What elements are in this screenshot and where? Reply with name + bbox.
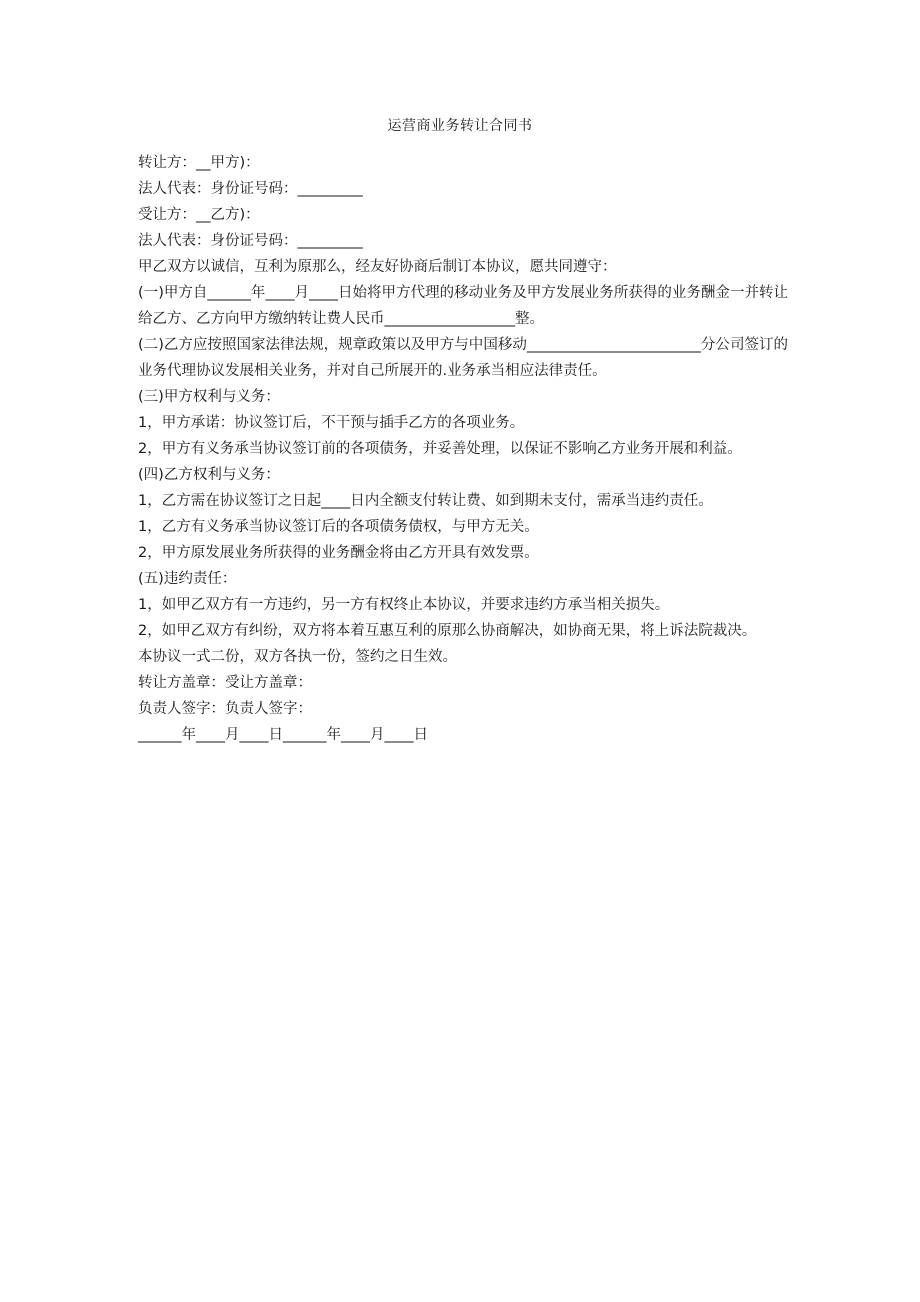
clause-2-paragraph: (二)乙方应按照国家法律法规，规章政策以及甲方与中国移动________________________分公司签订的业务代理协议发展相关业务，并对自己所展开的.业务承当相应法律责任。 (138, 337, 788, 379)
clause-5-item-1: 1，如甲乙双方有一方违约，另一方有权终止本协议，并要求违约方承当相关损失。 (138, 597, 670, 613)
preamble-paragraph: 甲乙双方以诚信，互利为原那么，经友好协商后制订本协议，愿共同遵守： (138, 259, 617, 275)
clause-4-heading: (四)乙方权利与义务： (138, 467, 280, 483)
seal-line: 转让方盖章：受让方盖章： (138, 675, 312, 691)
clause-3-item-2: 2，甲方有义务承当协议签订前的各项债务，并妥善处理，以保证不影响乙方业务开展和利益。 (138, 441, 742, 457)
date-line: ______年____月____日______年____月____日 (138, 727, 428, 743)
clause-5-item-2: 2，如甲乙双方有纠纷，双方将本着互惠互利的原那么协商解决，如协商无果，将上诉法院裁决。 (138, 623, 757, 639)
clause-3-heading: (三)甲方权利与义务： (138, 389, 280, 405)
transferor-legal-rep-line: 法人代表：身份证号码：_________ (138, 181, 363, 197)
clause-5-heading: (五)违约责任： (138, 571, 237, 587)
signature-line: 负责人签字：负责人签字： (138, 701, 312, 717)
clause-3-item-1: 1，甲方承诺：协议签订后，不干预与插手乙方的各项业务。 (138, 415, 525, 431)
transferee-line: 受让方：__乙方)： (138, 207, 260, 223)
document-body (138, 150, 788, 748)
transferor-line: 转让方：__甲方)： (138, 155, 260, 171)
clause-4-item-1: 1，乙方需在协议签订之日起____日内全额支付转让费、如到期未支付，需承当违约责任。 (138, 493, 713, 509)
transferee-legal-rep-line: 法人代表：身份证号码：_________ (138, 233, 363, 249)
clause-4-item-1b: 1，乙方有义务承当协议签订后的各项债务债权，与甲方无关。 (138, 519, 539, 535)
clause-4-item-2: 2，甲方原发展业务所获得的业务酬金将由乙方开具有效发票。 (138, 545, 539, 561)
document-title: 运营商业务转让合同书 (387, 118, 533, 134)
clause-1-paragraph: (一)甲方自______年____月____日始将甲方代理的移动业务及甲方发展业务所获得的业务酬金一并转让给乙方、乙方向甲方缴纳转让费人民币__________________整。 (138, 285, 788, 327)
copies-statement: 本协议一式二份，双方各执一份，签约之日生效。 (138, 649, 457, 665)
